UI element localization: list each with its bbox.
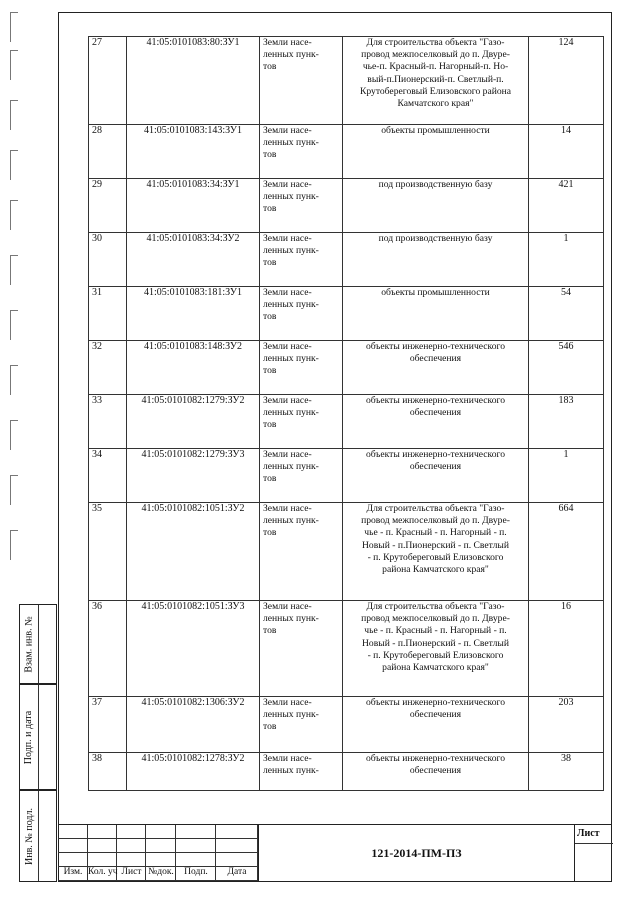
permitted-use-line: района Камчатского края" [382,564,489,576]
permitted-use-line: обеспечения [409,461,462,473]
cadastral-number: 41:05:0101082:1278:ЗУ2 [127,753,260,791]
permitted-use-line: обеспечения [409,407,462,419]
margin-tick [10,475,11,505]
margin-tick [10,530,18,531]
land-category-line: тов [263,527,277,539]
land-category-line: Земли насе- [263,753,312,764]
land-category-line: тов [263,419,277,431]
sheet-label: Лист [577,828,600,839]
land-category-line: ленных пунк- [263,299,319,311]
revision-grid [58,825,258,881]
row-number: 38 [89,753,127,791]
margin-tick [10,12,18,13]
permitted-use-line: Новый - п.Пионерский - п. Светлый [362,637,509,649]
area-value: 546 [529,341,604,395]
margin-tick [10,150,11,180]
land-category-line: тов [263,257,277,269]
cadastral-number: 41:05:0101083:148:ЗУ2 [127,341,260,395]
land-category-line: тов [263,61,277,73]
land-category-line: тов [263,149,277,161]
permitted-use-line: чье - п. Красный - п. Нагорный - п. [364,625,507,637]
cadastral-number: 41:05:0101083:34:ЗУ1 [127,179,260,233]
margin-tick [10,365,11,395]
margin-tick [10,50,11,80]
row-number: 37 [89,697,127,753]
cadastral-number: 41:05:0101082:1279:ЗУ3 [127,449,260,503]
margin-tick [10,475,18,476]
land-category-line: ленных пунк- [263,49,319,61]
land-category-line: ленных пунк- [263,709,319,721]
row-number: 34 [89,449,127,503]
permitted-use-line: объекты инженерно-технического [365,395,505,406]
area-value: 124 [529,37,604,125]
margin-tick [10,12,11,42]
land-category-line: Земли насе- [263,449,312,460]
revision-cell [176,853,216,867]
side-box-podp [19,684,57,790]
sheet-box [574,825,612,881]
revision-cell [176,839,216,853]
revision-cell [146,839,176,853]
revision-cell [58,853,88,867]
land-category-line: Земли насе- [263,395,312,406]
margin-tick [10,100,11,130]
land-category-line: Земли насе- [263,287,312,298]
cadastral-number: 41:05:0101082:1051:ЗУ3 [127,601,260,697]
permitted-use-line: провод межпоселковый до п. Двуре- [361,515,510,527]
area-value: 203 [529,697,604,753]
permitted-use-line: Камчатского края" [397,98,474,110]
row-number: 36 [89,601,127,697]
permitted-use-line: Для строительства объекта "Газо- [366,37,505,48]
margin-tick [10,100,18,101]
permitted-use-line: района Камчатского края" [382,662,489,674]
land-category-line: ленных пунк- [263,461,319,473]
cadastral-number: 41:05:0101083:143:ЗУ1 [127,125,260,179]
permitted-use-line: вый-п.Пионерский-п. Светлый-п. [367,73,504,85]
permitted-use-line: обеспечения [409,353,462,365]
cadastral-number: 41:05:0101083:181:ЗУ1 [127,287,260,341]
revision-cell [146,825,176,839]
row-number: 31 [89,287,127,341]
land-category-line: Земли насе- [263,125,312,136]
margin-tick [10,420,11,450]
land-category-line: ленных пунк- [263,137,319,149]
land-category-line: Земли насе- [263,341,312,352]
land-category-line: ленных пунк- [263,407,319,419]
land-category-line: тов [263,473,277,485]
revision-label: Подп. [184,867,208,877]
land-category-line: ленных пунк- [263,353,319,365]
title-stamp [58,824,612,882]
land-category-line: Земли насе- [263,503,312,514]
permitted-use-line: обеспечения [409,765,462,777]
permitted-use-line: под производственную базу [378,179,493,190]
margin-tick [10,150,18,151]
revision-cell [216,839,258,853]
area-value: 421 [529,179,604,233]
permitted-use-line: чье - п. Красный - п. Нагорный - п. [364,527,507,539]
land-category-line: ленных пунк- [263,245,319,257]
land-category-line: тов [263,311,277,323]
side-label-inv: Инв. № подл. [23,807,35,865]
document-code-text: 121-2014-ПМ-ПЗ [371,845,462,860]
margin-tick [10,255,18,256]
land-category-line: ленных пунк- [263,515,319,527]
cadastral-number: 41:05:0101082:1051:ЗУ2 [127,503,260,601]
margin-tick [10,50,18,51]
land-category-line: ленных пунк- [263,613,319,625]
row-number: 27 [89,37,127,125]
revision-cell [176,825,216,839]
permitted-use-line: объекты инженерно-технического [365,449,505,460]
revision-cell [216,853,258,867]
margin-tick [10,310,18,311]
permitted-use-line: объекты инженерно-технического [365,341,505,352]
revision-cell [88,825,117,839]
cadastral-number: 41:05:0101082:1279:ЗУ2 [127,395,260,449]
cadastral-number: 41:05:0101083:80:ЗУ1 [127,37,260,125]
permitted-use-line: Крутобереговый Елизовского района [359,85,512,97]
revision-label: Лист [121,867,142,877]
permitted-use-line: Новый - п.Пионерский - п. Светлый [362,539,509,551]
margin-tick [10,530,11,560]
margin-tick [10,365,18,366]
permitted-use-line: - п. Крутобереговый Елизовского [367,649,504,661]
cadastral-number: 41:05:0101083:34:ЗУ2 [127,233,260,287]
area-value: 14 [529,125,604,179]
area-value: 54 [529,287,604,341]
land-category-line: Земли насе- [263,697,312,708]
area-value: 664 [529,503,604,601]
permitted-use-line: объекты инженерно-технического [365,753,505,764]
land-category-line: Земли насе- [263,179,312,190]
permitted-use-line: чье-п. Красный-п. Нагорный-п. Но- [362,61,509,73]
land-category-line: тов [263,625,277,637]
revision-cell [117,839,146,853]
revision-cell [58,839,88,853]
margin-tick [10,310,11,340]
land-category-line: Земли насе- [263,37,312,48]
area-value: 38 [529,753,604,791]
margin-tick [10,255,11,285]
permitted-use-line: провод межпоселковый до п. Двуре- [361,613,510,625]
margin-tick [10,420,18,421]
land-category-line: тов [263,203,277,215]
revision-cell [58,825,88,839]
permitted-use-line: провод межпоселковый до п. Двуре- [361,49,510,61]
row-number: 29 [89,179,127,233]
permitted-use-line: Для строительства объекта "Газо- [366,503,505,514]
side-label-podp: Подп. и дата [23,710,35,764]
side-box-inv [19,790,57,882]
permitted-use-line: - п. Крутобереговый Елизовского [367,551,504,563]
area-value: 1 [529,449,604,503]
side-label-vzam: Взам. инв. № [23,615,35,673]
area-value: 183 [529,395,604,449]
revision-cell [216,825,258,839]
row-number: 32 [89,341,127,395]
row-number: 35 [89,503,127,601]
revision-label: Изм. [63,867,83,877]
land-category-line: тов [263,365,277,377]
revision-label: №док. [148,867,174,877]
revision-label: Дата [227,867,247,877]
permitted-use-line: обеспечения [409,709,462,721]
row-number: 28 [89,125,127,179]
document-code [258,825,574,881]
margin-tick [10,200,18,201]
land-category-line: ленных пунк- [263,765,319,777]
revision-cell [88,839,117,853]
margin-tick [10,200,11,230]
revision-cell [146,853,176,867]
area-value: 1 [529,233,604,287]
revision-label: Кол. уч [88,867,118,877]
side-box-vzam [19,604,57,684]
row-number: 33 [89,395,127,449]
row-number: 30 [89,233,127,287]
revision-cell [117,825,146,839]
permitted-use-line: объекты инженерно-технического [365,697,505,708]
permitted-use-line: объекты промышленности [381,125,490,136]
land-category-line: ленных пунк- [263,191,319,203]
land-category-line: тов [263,721,277,733]
permitted-use-line: объекты промышленности [381,287,490,298]
cadastral-number: 41:05:0101082:1306:ЗУ2 [127,697,260,753]
area-value: 16 [529,601,604,697]
permitted-use-line: Для строительства объекта "Газо- [366,601,505,612]
permitted-use-line: под производственную базу [378,233,493,244]
land-category-line: Земли насе- [263,601,312,612]
revision-cell [117,853,146,867]
land-category-line: Земли насе- [263,233,312,244]
revision-cell [88,853,117,867]
